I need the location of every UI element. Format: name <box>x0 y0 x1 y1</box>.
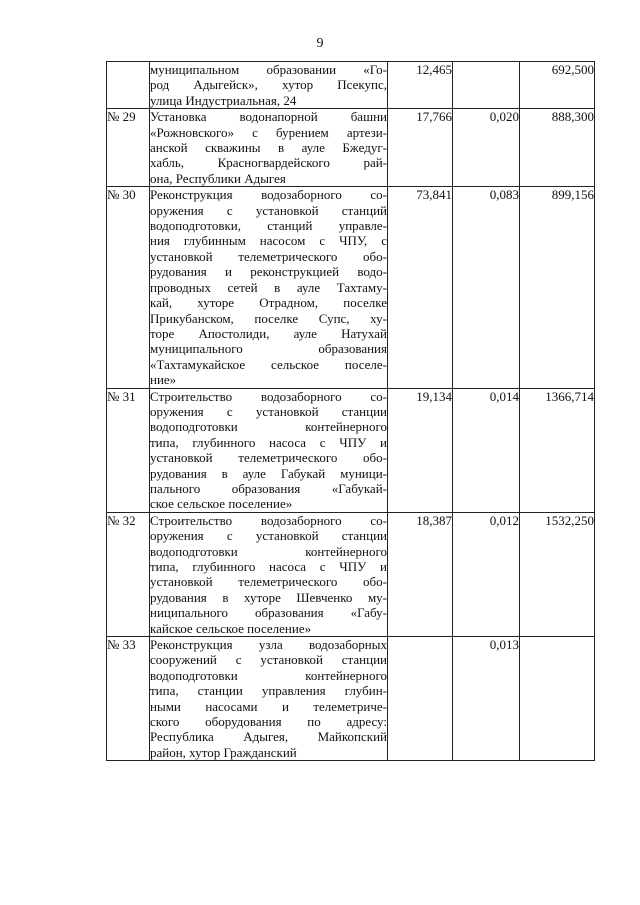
page-number: 9 <box>316 36 324 51</box>
value-a-cell: 12,465 <box>388 62 453 109</box>
description-line: типа, глубинного насоса с ЧПУ и <box>150 434 387 450</box>
description-line: Реконструкция водозаборного со- <box>150 187 387 203</box>
description-line: она, Республики Адыгея <box>150 170 286 186</box>
description-line: водоподготовки, станций управле- <box>150 218 387 234</box>
table-row <box>107 637 595 761</box>
row-number-cell <box>107 62 150 109</box>
value-c-cell: 1366,714 <box>520 388 595 512</box>
table-row <box>107 388 595 512</box>
description-line: водоподготовки контейнерного <box>150 667 387 683</box>
description-line: «Рожновского» с бурением артези- <box>150 124 387 140</box>
description-cell <box>150 62 388 109</box>
value-c-cell: 692,500 <box>520 62 595 109</box>
table-row <box>107 187 595 388</box>
description-line: оружения с установкой станции <box>150 403 387 419</box>
table-row <box>107 512 595 636</box>
value-b-cell: 0,020 <box>453 109 520 187</box>
description-line: ского оборудования по адресу: <box>150 714 387 730</box>
description-line: типа, станции управления глубин- <box>150 683 387 699</box>
description-line: Прикубанском, поселке Супс, ху- <box>150 310 387 326</box>
value-a-cell <box>388 637 453 761</box>
row-number-cell: № 32 <box>107 512 150 636</box>
description-line: анской скважины в ауле Бжедуг- <box>150 140 387 156</box>
description-line: водоподготовки контейнерного <box>150 419 387 435</box>
table-row <box>107 62 595 109</box>
description-line: проводных сетей в ауле Тахтаму- <box>150 279 387 295</box>
value-b-cell <box>453 62 520 109</box>
description-line: рудования и реконструкцией водо- <box>150 264 387 280</box>
description-line: типа, глубинного насоса с ЧПУ и <box>150 559 387 574</box>
description-line: сооружений с установкой станции <box>150 652 387 668</box>
description-cell <box>150 109 388 187</box>
description-line: рудования в хуторе Шевченко му- <box>150 589 387 605</box>
description-line: муниципального образования <box>150 341 387 357</box>
description-line: район, хутор Гражданский <box>150 744 297 760</box>
description-line: Реконструкция узла водозаборных <box>150 637 387 653</box>
row-number-cell: № 29 <box>107 109 150 187</box>
description-line: торе Апостолиди, ауле Натухай <box>150 325 387 341</box>
value-a-cell: 17,766 <box>388 109 453 187</box>
description-line: улица Индустриальная, 24 <box>150 92 297 108</box>
description-line: кайское сельское поселение» <box>150 620 312 636</box>
description-line: род Адыгейск», хутор Псекупс, <box>150 77 387 93</box>
row-number-cell: № 33 <box>107 637 150 761</box>
description-line: «Тахтамукайское сельское поселе- <box>150 356 387 372</box>
row-number-cell: № 31 <box>107 388 150 512</box>
description-line: установкой телеметрического обо- <box>150 248 387 264</box>
value-c-cell: 888,300 <box>520 109 595 187</box>
description-cell <box>150 187 388 388</box>
description-line: Строительство водозаборного со- <box>150 388 387 404</box>
description-line: муниципальном образовании «Го- <box>150 62 387 77</box>
value-b-cell: 0,083 <box>453 187 520 388</box>
description-line: оружения с установкой станций <box>150 202 387 218</box>
description-line: Республика Адыгея, Майкопский <box>150 729 387 745</box>
description-line: рудования в ауле Габукай муници- <box>150 465 387 481</box>
value-a-cell: 18,387 <box>388 512 453 636</box>
description-cell <box>150 637 388 761</box>
description-cell <box>150 388 388 512</box>
value-b-cell: 0,013 <box>453 637 520 761</box>
value-c-cell <box>520 637 595 761</box>
description-line: оружения с установкой станции <box>150 528 387 544</box>
projects-table-body <box>107 62 595 761</box>
value-c-cell: 1532,250 <box>520 512 595 636</box>
description-line: кай, хуторе Отрадном, поселке <box>150 295 387 311</box>
description-line: ниципального образования «Габу- <box>150 605 387 621</box>
description-line: Установка водонапорной башни <box>150 109 387 125</box>
description-line: ными насосами и телеметриче- <box>150 698 387 714</box>
description-line: Строительство водозаборного со- <box>150 512 387 528</box>
description-line: хабль, Красногвардейского рай- <box>150 155 387 171</box>
description-line: ние» <box>150 372 177 388</box>
description-line: ния глубинным насосом с ЧПУ, с <box>150 233 387 249</box>
value-b-cell: 0,012 <box>453 512 520 636</box>
description-line: водоподготовки контейнерного <box>150 543 387 559</box>
value-a-cell: 19,134 <box>388 388 453 512</box>
value-c-cell: 899,156 <box>520 187 595 388</box>
value-a-cell: 73,841 <box>388 187 453 388</box>
description-line: установкой телеметрического обо- <box>150 574 387 590</box>
projects-table <box>106 61 595 761</box>
description-line: пального образования «Габукай- <box>150 480 387 496</box>
table-row <box>107 109 595 187</box>
description-line: установкой телеметрического обо- <box>150 450 387 466</box>
row-number-cell: № 30 <box>107 187 150 388</box>
description-cell <box>150 512 388 636</box>
description-line: ское сельское поселение» <box>150 496 293 512</box>
value-b-cell: 0,014 <box>453 388 520 512</box>
